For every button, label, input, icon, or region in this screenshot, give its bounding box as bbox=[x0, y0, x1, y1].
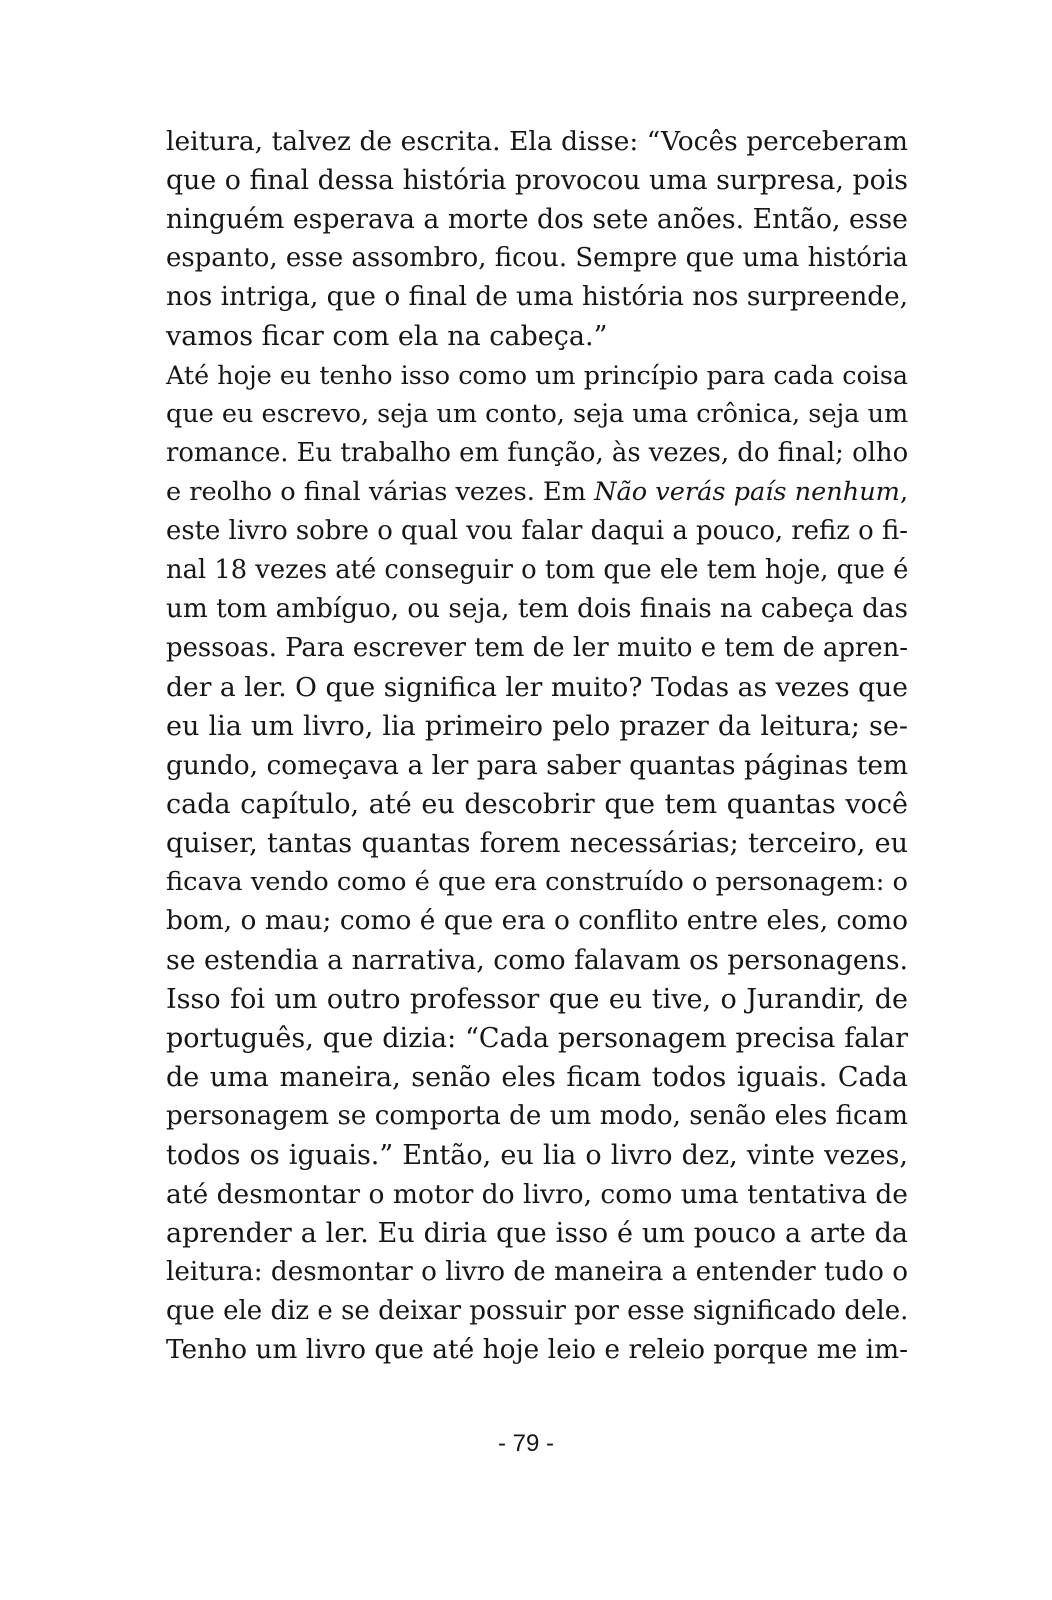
text-line: leitura: desmontar o livro de maneira a entender tudo o bbox=[166, 1257, 908, 1287]
text-line: nos intriga, que o final de uma história nos surpreende, bbox=[166, 282, 908, 312]
text-line: bom, o mau; como é que era o conflito entre eles, como bbox=[166, 906, 908, 936]
text-line: se estendia a narrativa, como falavam os personagens. bbox=[166, 945, 908, 976]
text-line: que eu escrevo, seja um conto, seja uma crônica, seja um bbox=[166, 399, 909, 429]
text-line: Tenho um livro que até hoje leio e releio porque me im- bbox=[166, 1335, 908, 1365]
text-line: quiser, tantas quantas forem necessárias; terceiro, eu bbox=[166, 828, 908, 859]
text-line: que ele diz e se deixar possuir por esse significado dele. bbox=[166, 1296, 909, 1326]
text-line: português, que dizia: “Cada personagem precisa falar bbox=[166, 1023, 908, 1054]
text-line: romance. Eu trabalho em função, às vezes, do final; olho bbox=[166, 438, 909, 468]
text-line: leitura, talvez de escrita. Ela disse: “Vocês perceberam bbox=[166, 126, 908, 157]
text-line: personagem se comporta de um modo, senão eles ficam bbox=[166, 1101, 908, 1131]
text-line: der a ler. O que significa ler muito? Todas as vezes que bbox=[166, 672, 908, 703]
text-line: vamos ficar com ela na cabeça.” bbox=[166, 321, 608, 352]
page-number: - 79 - bbox=[497, 1430, 554, 1457]
text-line: nal 18 vezes até conseguir o tom que ele tem hoje, que é bbox=[166, 555, 909, 585]
text-line: ficava vendo como é que era construído o personagem: o bbox=[166, 867, 908, 897]
text-line: cada capítulo, até eu descobrir que tem quantas você bbox=[166, 789, 908, 820]
body-text bbox=[166, 122, 908, 1370]
text-line: eu lia um livro, lia primeiro pelo prazer da leitura; se- bbox=[166, 711, 908, 742]
text-line: Até hoje eu tenho isso como um princípio para cada coisa bbox=[166, 360, 908, 390]
text-line: este livro sobre o qual vou falar daqui a pouco, refiz o fi- bbox=[166, 516, 908, 546]
text-line: todos os iguais.” Então, eu lia o livro dez, vinte vezes, bbox=[166, 1140, 908, 1171]
text-line: espanto, esse assombro, ficou. Sempre que uma história bbox=[166, 243, 908, 273]
text-line: aprender a ler. Eu diria que isso é um pouco a arte da bbox=[166, 1218, 908, 1249]
text-line: um tom ambíguo, ou seja, tem dois finais na cabeça das bbox=[166, 594, 908, 624]
text-line: até desmontar o motor do livro, como uma tentativa de bbox=[166, 1179, 908, 1210]
text-line: gundo, começava a ler para saber quantas páginas tem bbox=[166, 750, 908, 781]
text-line: ninguém esperava a morte dos sete anões. Então, esse bbox=[166, 204, 908, 235]
text-line: Isso foi um outro professor que eu tive, o Jurandir, de bbox=[166, 984, 908, 1015]
text-line: de uma maneira, senão eles ficam todos iguais. Cada bbox=[166, 1062, 908, 1093]
text-line: pessoas. Para escrever tem de ler muito e tem de apren- bbox=[166, 633, 908, 663]
text-line bbox=[166, 473, 908, 512]
text-segment: e reolho o final várias vezes. Em bbox=[166, 477, 595, 507]
text-segment: , bbox=[899, 477, 909, 507]
book-title-italic: Não verás país nenhum bbox=[594, 477, 900, 507]
text-line: que o final dessa história provocou uma surpresa, pois bbox=[166, 165, 908, 196]
